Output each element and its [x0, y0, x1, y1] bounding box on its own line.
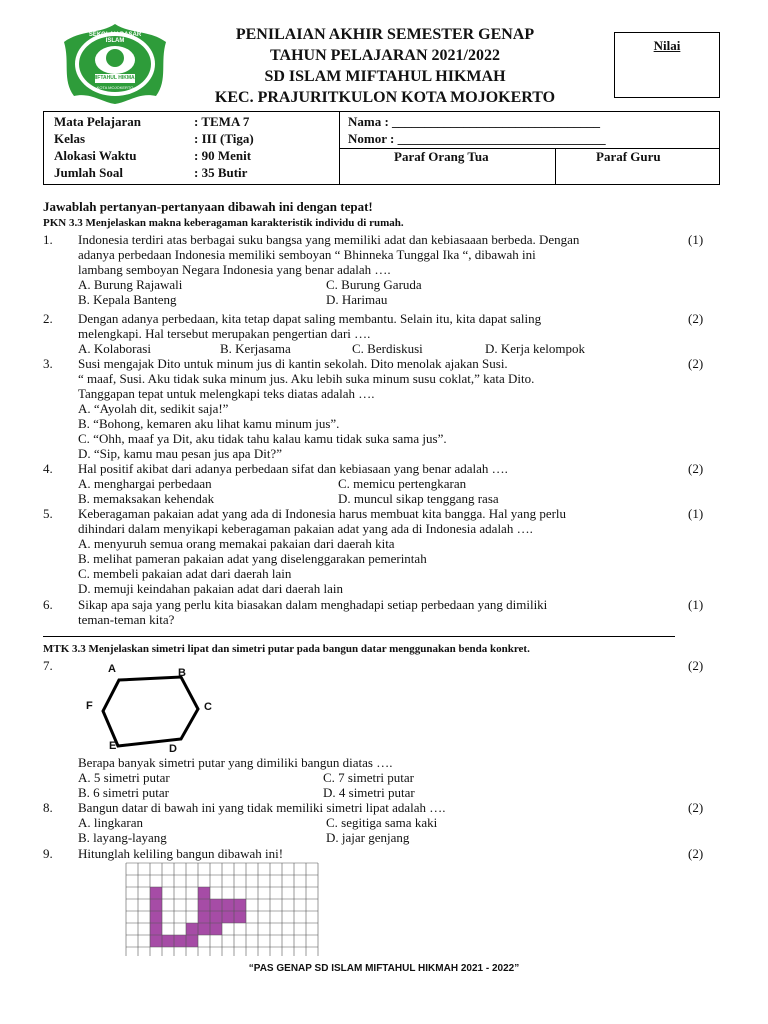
grid-filled-cell — [198, 887, 210, 899]
logo-city-text: KOTA MOJOKERTO — [96, 85, 134, 90]
q2-option-a[interactable]: A. Kolaborasi — [78, 341, 151, 356]
section-mtk: MTK 3.3 Menjelaskan simetri lipat dan simetri putar pada bangun datar menggunakan benda konkret. — [43, 643, 530, 655]
q2-option-b[interactable]: B. Kerjasama — [220, 341, 291, 356]
q8-option-d[interactable]: D. jajar genjang — [326, 830, 410, 845]
logo-bottom-text: MIFTAHUL HIKMAH — [91, 75, 139, 81]
grid-filled-cell — [150, 911, 162, 923]
score-box — [614, 32, 720, 98]
q8-option-a[interactable]: A. lingkaran — [78, 815, 143, 830]
parent-signature-label: Paraf Orang Tua — [394, 149, 489, 164]
q9-line-1: Hitunglah keliling bangun dibawah ini! — [78, 846, 284, 861]
label-subject: Mata Pelajaran — [54, 114, 142, 129]
q6-line-1: Sikap apa saja yang perlu kita biasakan dalam menghadapi setiap perbedaan yang dimiliki — [78, 597, 548, 612]
q2-option-d[interactable]: D. Kerja kelompok — [485, 341, 586, 356]
vertex-label-f: F — [86, 700, 93, 712]
q1-points: (1) — [688, 232, 704, 247]
q8-number: 8. — [43, 800, 53, 815]
label-class: Kelas — [54, 131, 86, 146]
q3-line-1: Susi mengajak Dito untuk minum jus di kantin sekolah. Dito menolak ajakan Susi. — [78, 356, 508, 371]
q4-number: 4. — [43, 461, 53, 476]
label-count: Jumlah Soal — [54, 165, 123, 180]
grid-filled-cell — [222, 899, 234, 911]
q1-number: 1. — [43, 232, 53, 247]
q7-option-c[interactable]: C. 7 simetri putar — [323, 770, 414, 785]
value-subject: : TEMA 7 — [194, 114, 250, 129]
q4-option-d[interactable]: D. muncul sikap tenggang rasa — [338, 491, 499, 506]
q8-line-1: Bangun datar di bawah ini yang tidak memiliki simetri lipat adalah …. — [78, 800, 446, 815]
q2-points: (2) — [688, 311, 704, 326]
student-info-table — [43, 111, 720, 185]
number-field[interactable]: Nomor : ________________________________ — [348, 131, 606, 146]
q4-line-1: Hal positif akibat dari adanya perbedaan sifat dan kebiasaan yang benar adalah …. — [78, 461, 508, 476]
section-divider — [43, 636, 675, 637]
q4-option-c[interactable]: C. memicu pertengkaran — [338, 476, 467, 491]
q5-option-a[interactable]: A. menyuruh semua orang memakai pakaian dari daerah kita — [78, 536, 395, 551]
q5-option-d[interactable]: D. memuji keindahan pakaian adat dari daerah lain — [78, 581, 343, 596]
q1-line-2: adanya perbedaan Indonesia memiliki semboyan “ Bhinneka Tunggal Ika “, dibawah ini — [78, 247, 536, 262]
grid-filled-cell — [210, 923, 222, 935]
instruction: Jawablah pertanyan-pertanyaan dibawah ini dengan tepat! — [43, 199, 373, 214]
q2-option-c[interactable]: C. Berdiskusi — [352, 341, 423, 356]
q5-option-c[interactable]: C. membeli pakaian adat dari daerah lain — [78, 566, 292, 581]
q5-option-b[interactable]: B. melihat pameran pakaian adat yang diselenggarakan pemerintah — [78, 551, 427, 566]
grid-filled-cell — [186, 935, 198, 947]
q6-points: (1) — [688, 597, 704, 612]
grid-filled-cell — [162, 935, 174, 947]
q7-option-d[interactable]: D. 4 simetri putar — [323, 785, 415, 800]
footer: “PAS GENAP SD ISLAM MIFTAHUL HIKMAH 2021 - 2022” — [248, 963, 520, 974]
grid-filled-cell — [198, 911, 210, 923]
q3-option-b[interactable]: B. “Bohong, kemaren aku lihat kamu minum jus”. — [78, 416, 340, 431]
name-field[interactable]: Nama : ________________________________ — [348, 114, 601, 129]
vertex-label-b: B — [178, 667, 186, 679]
q8-option-c[interactable]: C. segitiga sama kaki — [326, 815, 438, 830]
grid-filled-cell — [150, 899, 162, 911]
q9-points: (2) — [688, 846, 704, 861]
q3-line-2: “ maaf, Susi. Aku tidak suka minum jus. Aku lebih suka minum susu coklat,” kata Dito. — [78, 371, 535, 386]
q7-points: (2) — [688, 658, 704, 673]
q2-number: 2. — [43, 311, 53, 326]
q9-number: 9. — [43, 846, 53, 861]
grid-filled-cell — [150, 923, 162, 935]
vertex-label-d: D — [169, 743, 177, 755]
header-line-4: KEC. PRAJURITKULON KOTA MOJOKERTO — [214, 89, 556, 106]
q2-line-1: Dengan adanya perbedaan, kita tetap dapat saling membantu. Selain itu, kita dapat saling — [78, 311, 542, 326]
value-time: : 90 Menit — [194, 148, 252, 163]
q5-number: 5. — [43, 506, 53, 521]
grid-filled-cell — [210, 899, 222, 911]
q7-option-a[interactable]: A. 5 simetri putar — [78, 770, 170, 785]
grid-figure — [125, 862, 319, 956]
header-line-2: TAHUN PELAJARAN 2021/2022 — [270, 47, 500, 64]
q8-option-b[interactable]: B. layang-layang — [78, 830, 167, 845]
grid-filled-cell — [150, 887, 162, 899]
grid-filled-cell — [198, 899, 210, 911]
q6-line-2: teman-teman kita? — [78, 612, 175, 627]
q3-option-d[interactable]: D. “Sip, kamu mau pesan jus apa Dit?” — [78, 446, 282, 461]
q5-points: (1) — [688, 506, 704, 521]
q4-points: (2) — [688, 461, 704, 476]
q1-line-3: lambang semboyan Negara Indonesia yang benar adalah …. — [78, 262, 391, 277]
q1-option-b[interactable]: B. Kepala Banteng — [78, 292, 177, 307]
q3-option-c[interactable]: C. “Ohh, maaf ya Dit, aku tidak tahu kalau kamu tidak suka sama jus”. — [78, 431, 447, 446]
grid-filled-cell — [198, 923, 210, 935]
grid-filled-cell — [186, 923, 198, 935]
q1-option-d[interactable]: D. Harimau — [326, 292, 388, 307]
section-pkn: PKN 3.3 Menjelaskan makna keberagaman karakteristik individu di rumah. — [43, 217, 404, 229]
label-time: Alokasi Waktu — [54, 148, 137, 163]
q2-line-2: melengkapi. Hal tersebut merupakan pengertian dari …. — [78, 326, 371, 341]
header-line-3: SD ISLAM MIFTAHUL HIKMAH — [264, 68, 506, 85]
q1-option-a[interactable]: A. Burung Rajawali — [78, 277, 183, 292]
vertex-label-a: A — [108, 663, 116, 675]
score-label: Nilai — [653, 38, 681, 53]
q3-option-a[interactable]: A. “Ayolah dit, sedikit saja!” — [78, 401, 229, 416]
q7-number: 7. — [43, 658, 53, 673]
q3-line-3: Tanggapan tepat untuk melengkapi teks diatas adalah …. — [78, 386, 375, 401]
grid-filled-cell — [210, 911, 222, 923]
grid-filled-cell — [174, 935, 186, 947]
grid-filled-cell — [234, 899, 246, 911]
q3-number: 3. — [43, 356, 53, 371]
q1-line-1: Indonesia terdiri atas berbagai suku bangsa yang memiliki adat dan kebiasaaan berbeda. Dengan — [78, 232, 580, 247]
teacher-signature-label: Paraf Guru — [596, 149, 661, 164]
exam-header — [150, 24, 620, 108]
q7-line-1: Berapa banyak simetri putar yang dimiliki bangun diatas …. — [78, 755, 393, 770]
vertex-label-c: C — [204, 701, 212, 713]
q4-option-a[interactable]: A. menghargai perbedaan — [78, 476, 212, 491]
grid-filled-cell — [150, 935, 162, 947]
q6-number: 6. — [43, 597, 53, 612]
q4-option-b[interactable]: B. memaksakan kehendak — [78, 491, 215, 506]
value-count: : 35 Butir — [194, 165, 248, 180]
header-line-1: PENILAIAN AKHIR SEMESTER GENAP — [235, 26, 535, 43]
value-class: : III (Tiga) — [194, 131, 254, 146]
q1-option-c[interactable]: C. Burung Garuda — [326, 277, 422, 292]
grid-filled-cell — [234, 911, 246, 923]
logo-top-text: SEKOLAH DASAR ISLAM — [88, 32, 142, 44]
q5-line-2: dihindari dalam menyikapi keberagaman pakaian adat yang ada di Indonesia adalah …. — [78, 521, 533, 536]
grid-filled-cell — [222, 911, 234, 923]
q7-option-b[interactable]: B. 6 simetri putar — [78, 785, 169, 800]
q5-line-1: Keberagaman pakaian adat yang ada di Indonesia harus membuat kita bangga. Hal yang perlu — [78, 506, 567, 521]
q3-points: (2) — [688, 356, 704, 371]
vertex-label-e: E — [109, 740, 117, 752]
q8-points: (2) — [688, 800, 704, 815]
